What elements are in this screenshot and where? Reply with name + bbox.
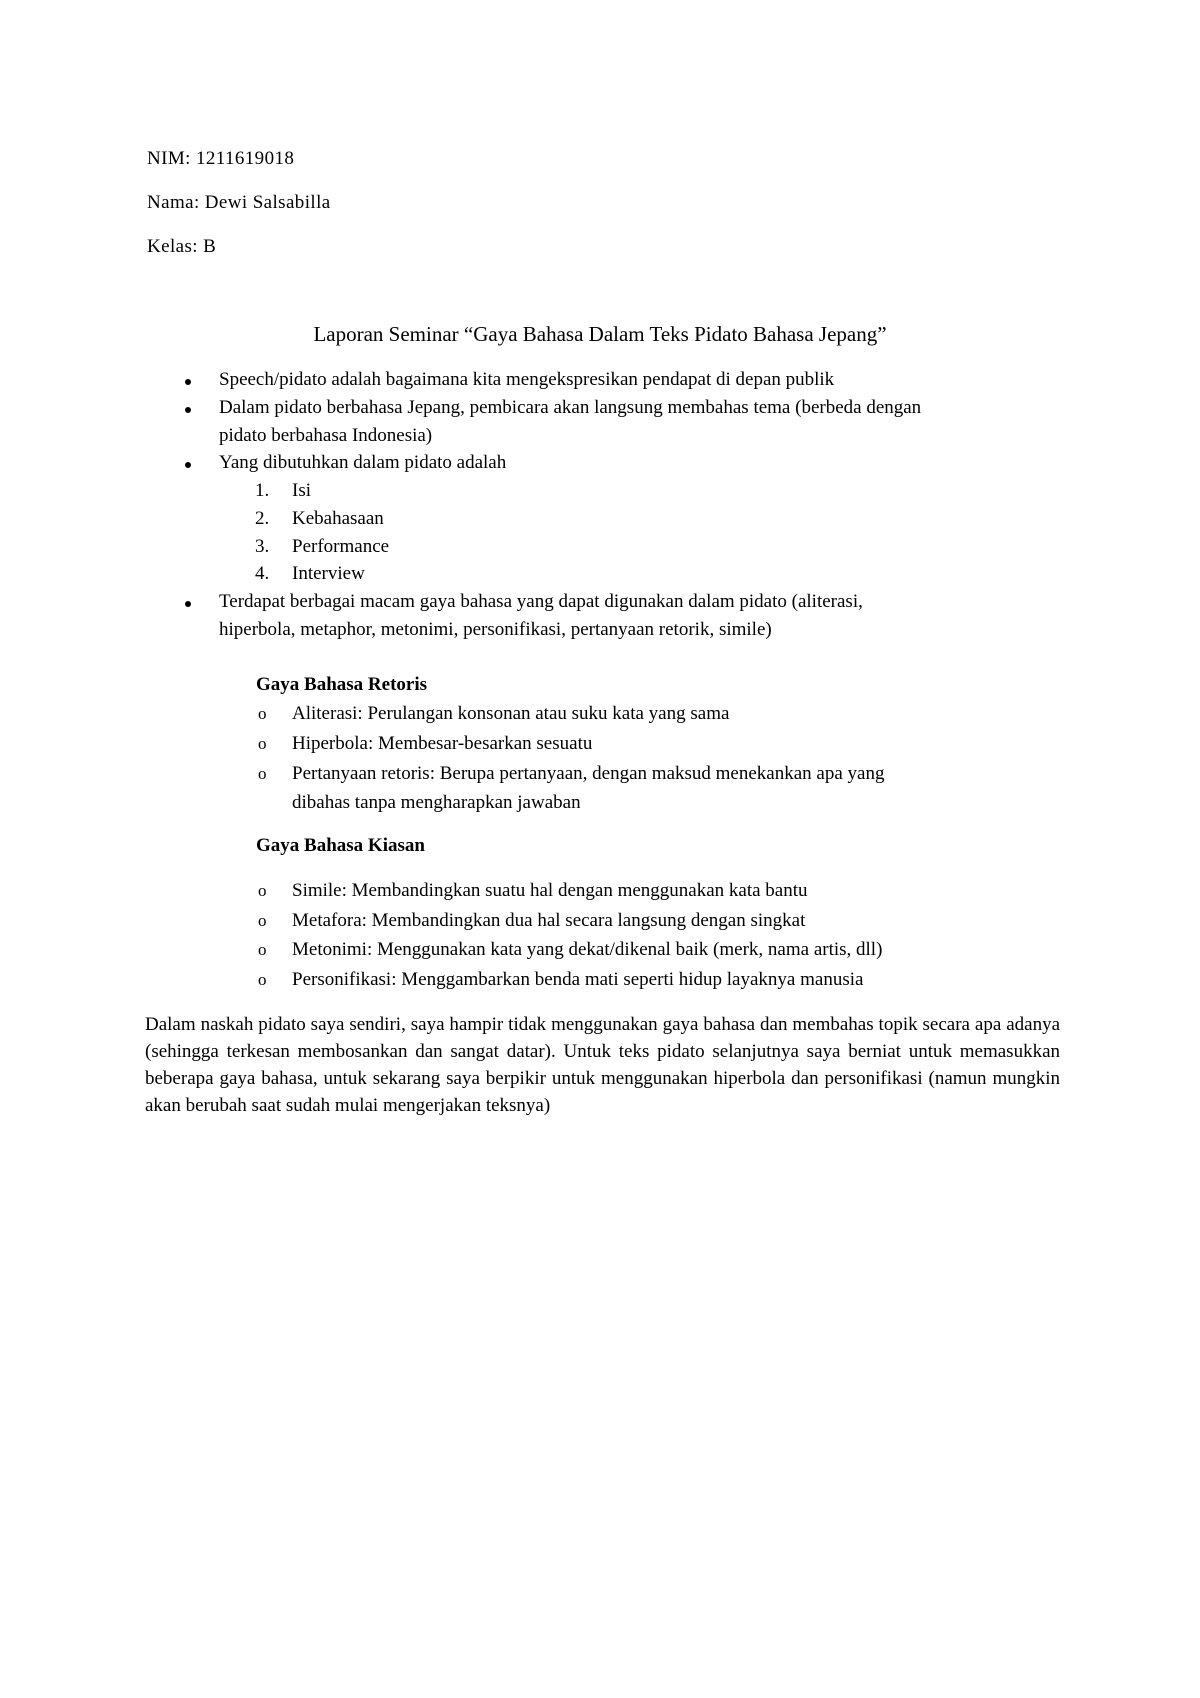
numbered-marker: 2. (255, 508, 270, 529)
circle-bullet-marker: o (258, 970, 267, 989)
numbered-marker: 3. (255, 536, 270, 557)
numbered-item: Performance (292, 536, 390, 557)
bullet-item-3: Yang dibutuhkan dalam pidato adalah (219, 452, 507, 473)
bullet-item-2-line-1: Dalam pidato berbahasa Jepang, pembicara akan langsung membahas tema (berbeda dengan (219, 397, 922, 418)
bullet-marker (185, 379, 191, 385)
kiasan-heading: Gaya Bahasa Kiasan (256, 835, 425, 856)
circle-bullet-marker: o (258, 881, 267, 900)
kiasan-item: Simile: Membandingkan suatu hal dengan menggunakan kata bantu (292, 880, 808, 901)
circle-bullet-marker: o (258, 764, 267, 783)
bullet-item-4-line-2: hiperbola, metaphor, metonimi, personifikasi, pertanyaan retorik, simile) (219, 619, 772, 640)
circle-bullet-marker: o (258, 734, 267, 753)
circle-bullet-marker: o (258, 911, 267, 930)
numbered-item: Kebahasaan (292, 508, 384, 529)
bullet-item-1: Speech/pidato adalah bagaimana kita mengekspresikan pendapat di depan publik (219, 369, 835, 390)
retoris-item: Pertanyaan retoris: Berupa pertanyaan, dengan maksud menekankan apa yang (292, 763, 885, 784)
kiasan-item: Metafora: Membandingkan dua hal secara langsung dengan singkat (292, 910, 806, 931)
bullet-item-4-line-1: Terdapat berbagai macam gaya bahasa yang dapat digunakan dalam pidato (aliterasi, (219, 591, 863, 612)
bullet-marker (185, 462, 191, 468)
bullet-marker (185, 407, 191, 413)
kiasan-item: Metonimi: Menggunakan kata yang dekat/dikenal baik (merk, nama artis, dll) (292, 939, 883, 960)
circle-bullet-marker: o (258, 704, 267, 723)
retoris-heading: Gaya Bahasa Retoris (256, 674, 427, 695)
nama-line: Nama: Dewi Salsabilla (147, 192, 331, 213)
numbered-item: Isi (292, 480, 311, 501)
kelas-line: Kelas: B (147, 236, 217, 257)
bullet-item-2-line-2: pidato berbahasa Indonesia) (219, 425, 433, 446)
numbered-item: Interview (292, 563, 365, 584)
conclusion-paragraph: Dalam naskah pidato saya sendiri, saya hampir tidak menggunakan gaya bahasa dan membahas topik secara apa adanya (sehingga terkesan membosankan dan sangat datar). Untuk teks pidato selanjutnya saya berniat untuk memasukkan beberapa gaya bahasa, untuk sekarang saya berpikir untuk menggunakan hiperbola dan personifikasi (namun mungkin akan berubah saat sudah mulai mengerjakan teksnya) (145, 1014, 1060, 1116)
report-title: Laporan Seminar “Gaya Bahasa Dalam Teks Pidato Bahasa Jepang” (313, 322, 887, 346)
retoris-item: Hiperbola: Membesar-besarkan sesuatu (292, 733, 593, 754)
numbered-marker: 1. (255, 480, 270, 501)
numbered-marker: 4. (255, 563, 270, 584)
nim-line: NIM: 1211619018 (147, 148, 295, 169)
kiasan-item: Personifikasi: Menggambarkan benda mati seperti hidup layaknya manusia (292, 969, 864, 990)
circle-bullet-marker: o (258, 940, 267, 959)
retoris-item-continuation: dibahas tanpa mengharapkan jawaban (292, 792, 581, 813)
retoris-item: Aliterasi: Perulangan konsonan atau suku kata yang sama (292, 703, 730, 724)
bullet-marker (185, 601, 191, 607)
